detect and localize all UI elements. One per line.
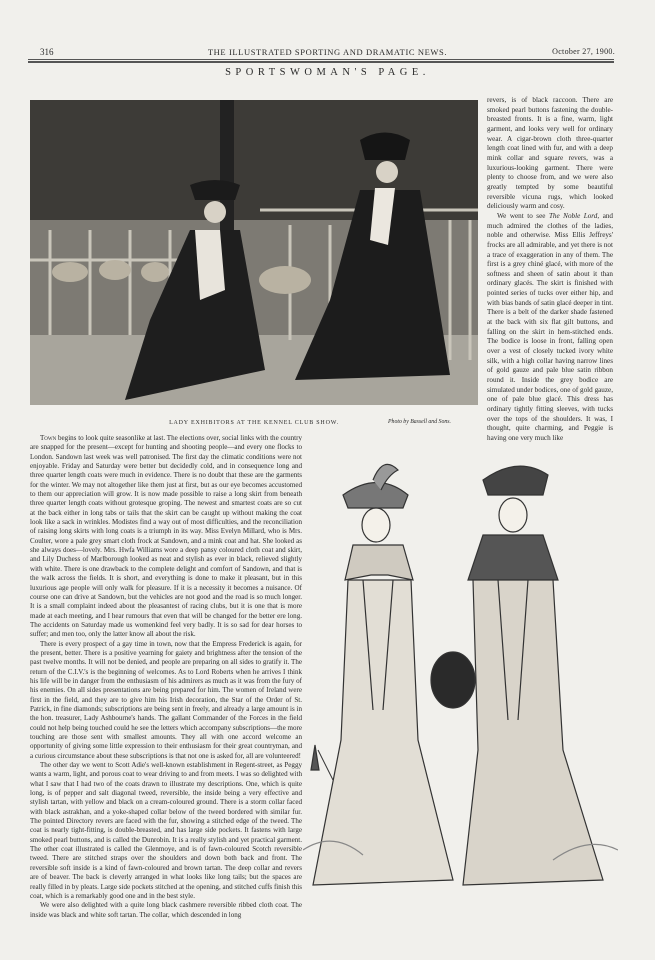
coat-fashion-illustration (303, 450, 618, 918)
paragraph (30, 434, 302, 640)
issue-date: October 27, 1900. (552, 47, 615, 56)
illustration-image (303, 450, 618, 918)
play-title: The Noble Lord, (548, 211, 600, 220)
kennel-club-photo (30, 100, 478, 405)
text: and much admired the clothes of the ladies, noble and otherwise. Miss Ellis Jeffreys' frocks are all admirable, and yet there is not a trace of exaggeration in any of them. The first is a grey chiné glacé, with more of the softness and sheen of satin about it than ordinary glacés. The skirt is finished with pointed series of tucks over either hip, and with bias bands of satin glacé deeper in tint. There is a belt of the darker shade fastened at the back with six flat gilt buttons, and falling on the skirt in hem-stitched ends. The bodice is loose in front, falling open over a vest of closely tucked ivory white silk, with a high collar having narrow lines of gold gauze and pale blue satin ribbon round it. Inside the grey bodice are simulated under bodices, one of gold gauze, one of pale blue glacé. This dress has ordinary tightly fitting sleeves, with tucks over the tops of the shoulders. It was, I thought, quite charming, and Peggie is having one very much like (487, 211, 613, 442)
photo-image (30, 100, 478, 405)
photo-caption: LADY EXHIBITORS AT THE KENNEL CLUB SHOW. (169, 420, 339, 426)
section-title: SPORTSWOMAN'S PAGE. (225, 67, 430, 78)
header-rule-double (28, 61, 614, 63)
header-rule (28, 59, 614, 60)
page-number: 316 (40, 47, 54, 57)
text: We went to see (497, 211, 546, 220)
masthead: THE ILLUSTRATED SPORTING AND DRAMATIC NEWS. (207, 47, 448, 57)
paragraph: revers, is of black raccoon. There are smoked pearl buttons fastening the double-breasted fronts. It is a fine, warm, light garment, and looks very well for ordinary wear. A cigar-brown cloth three-quarter length coat lined with fur, and with a deep mink collar and square revers, was a luxurious-looking garment. There were plenty to choose from, and we were also greatly tempted by some beautiful reversible vicuna rugs, which looked deliciously warm and cosy. (487, 96, 613, 211)
paragraph: The other day we went to Scott Adie's well-known establishment in Regent-street, as Peggy wants a warm, light, and porous coat to wear driving to and from meets. I was so delighted with what I saw that I had two of the coats drawn to illustrate my descriptions. One, which is quite long, is of pepper and salt diagonal tweed, reversible, the inside being a very effective and stylish tartan, with yellow and black on a cream-coloured ground. There is a storm collar faced with black astrakhan, and a yoke-shaped collar below of the tweed bordered with similar fur. The pointed Directory revers are faced with the fur, showing a stitched edge of the tweed. The coat is nearly tight-fitting, is double-breasted, and has large side pockets. It fastens with large smoked pearl buttons, and is called the Dunrobin. It is a really stylish and yet practical garment. The other coat illustrated is called the Glenmoye, and is of fawn-coloured Scotch reversible tweed. There are stitched straps over the shoulders and down both back and front. The reversible soft inside is a kind of fawn-coloured and brown tartan. The deep collar and revers are of beaver. The back is cleverly arranged in what looks like long tails; but the spaces are really filled in by pleats. Large side pockets stitched at the opening, and stitched cuffs finish this coat, which is a remarkably good one and in the best style. (30, 761, 302, 900)
paragraph (487, 212, 613, 444)
paragraph: There is every prospect of a gay time in town, now that the Empress Frederick is again, for the present, better. There is a positive yearning for gaiety and brightness after the tension of the past twelve months. It will not be denied, and people are preparing on all sides to gratify it. The return of the C.I.V.'s is the beginning of welcomes. As to Lord Roberts when he arrives I think his life will be in danger from the enthusiasm of his admirers as much as it was from the fury of his enemies. On all sides presentations are being prepared for him. The women of Ireland were first in the field, and they are to give him his Irish decoration, the Star of the Order of St. Patrick, in fine diamonds; subscriptions are being sent in freely, and already a large amount is in the hon. treasurer, Lady Ashbourne's hands. The gallant Commander of the Forces in the field could not help being touched could he see the letters which accompany subscriptions—the more touching are those sent with smallest amounts. They all with one accord welcome an opportunity of giving some little expression to their enthusiasm for their great countryman, and a curious circumstance about these subscriptions is that not one is asked for, all are volunteered! (30, 639, 302, 760)
text: begins to look quite seasonlike at last. The elections over, social links with the country are snapped for the present—except for hunting and shooting people—and every one flocks to London. Sandown last week was well patronised. The first day the climatic conditions were not enjoyable. Friday and Saturday were better but decidedly cold, and in consequence long and three quarter length coats were much in evidence. There is no doubt that these are the garments for the winter. We may not altogether like them just at first, but as our eye becomes accustomed to them our appreciation will grow. It is now made possible to raise a long skirt from beneath three quarter length coats without grotesque groping. The newest and smartest coats are so cut at the back either in long tabs or tails that the skirt can be caught up without making the coat look like a sack in wrinkles. Modistes find a way out of most difficulties, and the reconciliation of raising long skirts with long coats is a triumph in its way. Miss Evelyn Millard, who is Mrs. Coulter, wore a pale grey smart cloth frock at Sandown, and a mink coat and hat. She looked as she always does—lovely. Mrs. Hwfa Williams wore a deep pansy coloured cloth coat and skirt, and Lily Duchess of Marlborough looked as neat and stylish as ever in black, relieved slightly with white. There is one drawback to the complete delight and comfort of Sandown, and that is the walk across the fields. It is short, and everything is done to make it pleasant, but in this luxurious age people will only walk for pleasure. If it is a necessity it becomes a nuisance. Of course one can drive at Sandown, but the vehicles are not good and the road is so much longer. It is a small complaint indeed about the pleasantest of racing clubs, but it is one that is more made at each meeting, and I hear rumours that even that will be changed for the better ere long. The accidents on Saturday made us womenkind feel very badly. It is so sad for dear horses to suffer; and men too, only the latter know all about the risk. (30, 434, 302, 639)
right-column-text (487, 96, 613, 444)
photo-credit: Photo by Bassell and Sons. (388, 419, 451, 425)
lead-word: Town (40, 434, 57, 442)
left-column-text (30, 434, 302, 920)
paragraph: We were also delighted with a quite long black cashmere reversible ribbed cloth coat. The inside was black and white soft tartan. The collar, which descended in long (30, 901, 302, 919)
